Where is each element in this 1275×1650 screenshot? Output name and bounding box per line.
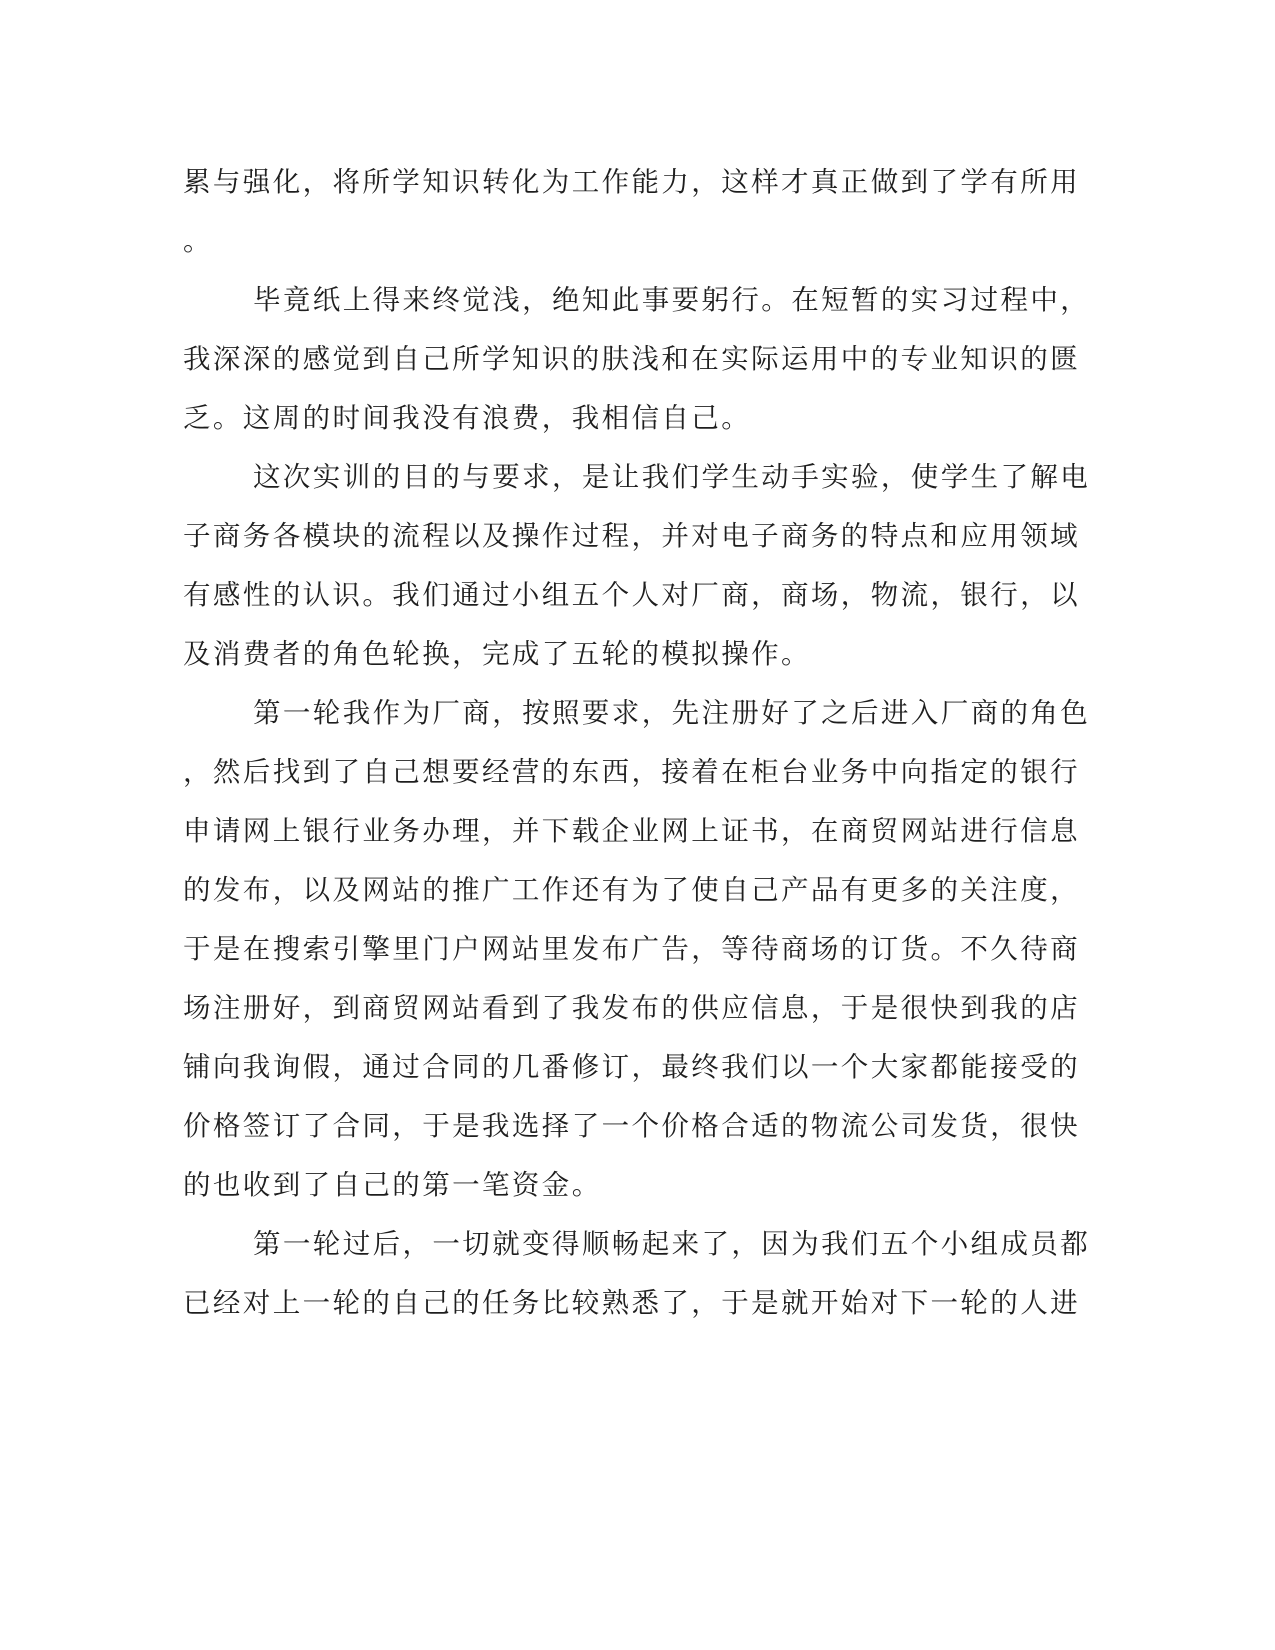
text-line: 我深深的感觉到自己所学知识的肤浅和在实际运用中的专业知识的匮 [183, 343, 1080, 375]
text-line: 的也收到了自己的第一笔资金。 [183, 1169, 602, 1201]
text-line: 及消费者的角色轮换，完成了五轮的模拟操作。 [183, 638, 811, 670]
paragraph-start-line: 第一轮我作为厂商，按照要求，先注册好了之后进入厂商的角色 [253, 697, 1091, 729]
text-line: 有感性的认识。我们通过小组五个人对厂商，商场，物流，银行，以 [183, 579, 1080, 611]
text-line: 于是在搜索引擎里门户网站里发布广告，等待商场的订货。不久待商 [183, 933, 1080, 965]
text-line: 已经对上一轮的自己的任务比较熟悉了，于是就开始对下一轮的人进 [183, 1287, 1080, 1319]
paragraph-start-line: 毕竟纸上得来终觉浅，绝知此事要躬行。在短暂的实习过程中， [253, 284, 1091, 316]
text-line: 价格签订了合同，于是我选择了一个价格合适的物流公司发货，很快 [183, 1110, 1080, 1142]
text-line: 的发布，以及网站的推广工作还有为了使自己产品有更多的关注度， [183, 874, 1080, 906]
paragraph-start-line: 这次实训的目的与要求，是让我们学生动手实验，使学生了解电 [253, 461, 1091, 493]
text-line: 申请网上银行业务办理，并下载企业网上证书，在商贸网站进行信息 [183, 815, 1080, 847]
paragraph-start-line: 第一轮过后，一切就变得顺畅起来了，因为我们五个小组成员都 [253, 1228, 1091, 1260]
text-line: 铺向我询假，通过合同的几番修订，最终我们以一个大家都能接受的 [183, 1051, 1080, 1083]
text-line: 子商务各模块的流程以及操作过程，并对电子商务的特点和应用领域 [183, 520, 1080, 552]
text-line: 场注册好，到商贸网站看到了我发布的供应信息，于是很快到我的店 [183, 992, 1080, 1024]
body-text [183, 162, 1091, 1342]
text-line: 乏。这周的时间我没有浪费，我相信自己。 [183, 402, 752, 434]
text-line: 累与强化，将所学知识转化为工作能力，这样才真正做到了学有所用 [183, 166, 1080, 198]
text-line: ，然后找到了自己想要经营的东西，接着在柜台业务中向指定的银行 [183, 756, 1080, 788]
text-line: 。 [183, 225, 213, 257]
